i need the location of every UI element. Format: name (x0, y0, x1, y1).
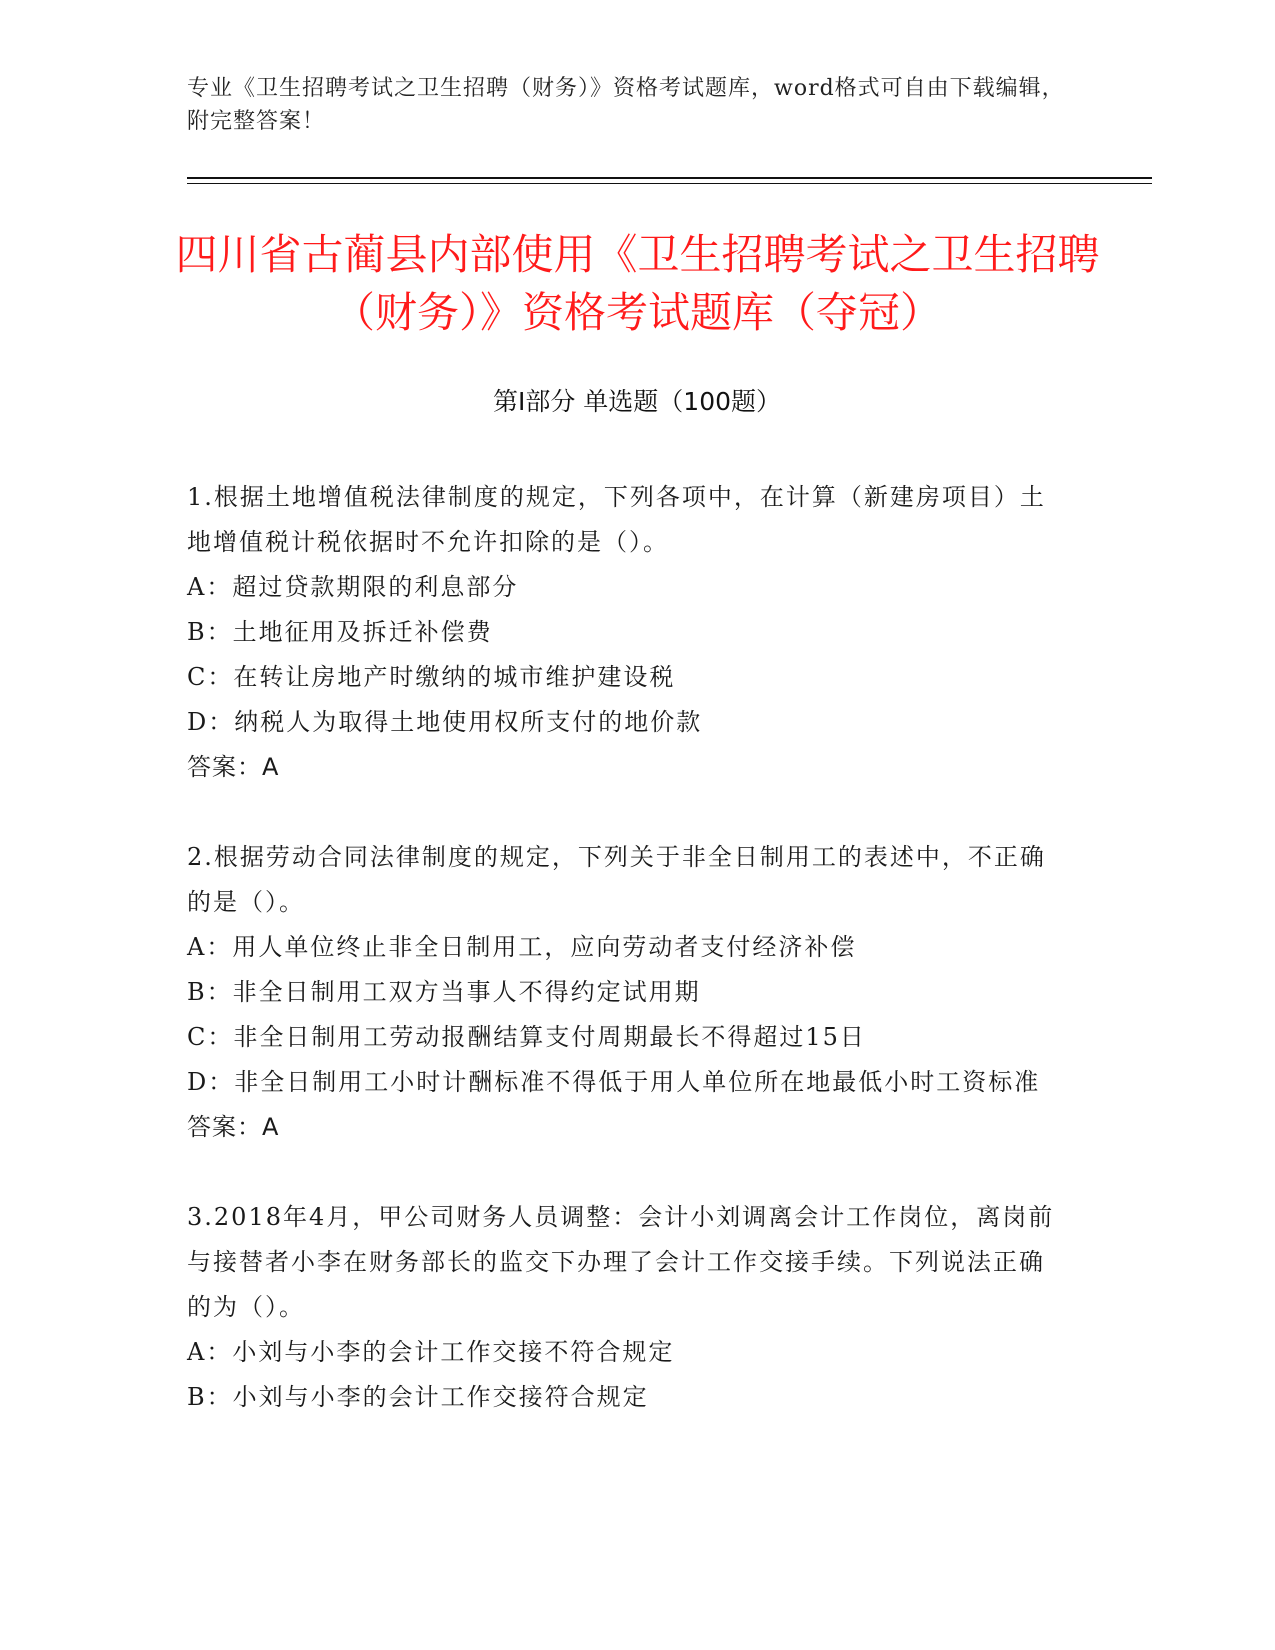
question-2 (187, 835, 1067, 1150)
header-divider-thin (187, 183, 1152, 184)
answer: 答案：A (187, 753, 280, 781)
document-title: 四川省古蔺县内部使用《卫生招聘考试之卫生招聘（财务）》资格考试题库（夺冠） (175, 230, 1100, 337)
option-b: B：土地征用及拆迁补偿费 (187, 618, 493, 646)
option-c: C：非全日制用工劳动报酬结算支付周期最长不得超过15日 (187, 1023, 866, 1051)
question-stem: 3.2018年4月，甲公司财务人员调整：会计小刘调离会计工作岗位，离岗前与接替者小李在财务部长的监交下办理了会计工作交接手续。下列说法正确的为（）。 (187, 1203, 1055, 1321)
answer: 答案：A (187, 1113, 280, 1141)
question-list (187, 475, 1067, 1465)
option-b: B：非全日制用工双方当事人不得约定试用期 (187, 978, 701, 1006)
option-c: C：在转让房地产时缴纳的城市维护建设税 (187, 663, 676, 691)
option-d: D：纳税人为取得土地使用权所支付的地价款 (187, 708, 703, 736)
question-stem: 2.根据劳动合同法律制度的规定，下列关于非全日制用工的表述中，不正确的是（）。 (187, 843, 1046, 916)
question-stem: 1.根据土地增值税法律制度的规定，下列各项中，在计算（新建房项目）土地增值税计税依据时不允许扣除的是（）。 (187, 483, 1046, 556)
question-1 (187, 475, 1067, 790)
option-b: B：小刘与小李的会计工作交接符合规定 (187, 1383, 649, 1411)
question-3 (187, 1195, 1067, 1420)
header-divider-thick (187, 177, 1152, 179)
section-title: 第Ⅰ部分 单选题（100题） (492, 387, 782, 416)
option-a: A：超过贷款期限的利息部分 (187, 573, 519, 601)
option-d: D：非全日制用工小时计酬标准不得低于用人单位所在地最低小时工资标准 (187, 1068, 1041, 1096)
option-a: A：用人单位终止非全日制用工，应向劳动者支付经济补偿 (187, 933, 857, 961)
option-a: A：小刘与小李的会计工作交接不符合规定 (187, 1338, 675, 1366)
header-note: 专业《卫生招聘考试之卫生招聘（财务）》资格考试题库，word格式可自由下载编辑，附完整答案！ (187, 76, 1065, 134)
